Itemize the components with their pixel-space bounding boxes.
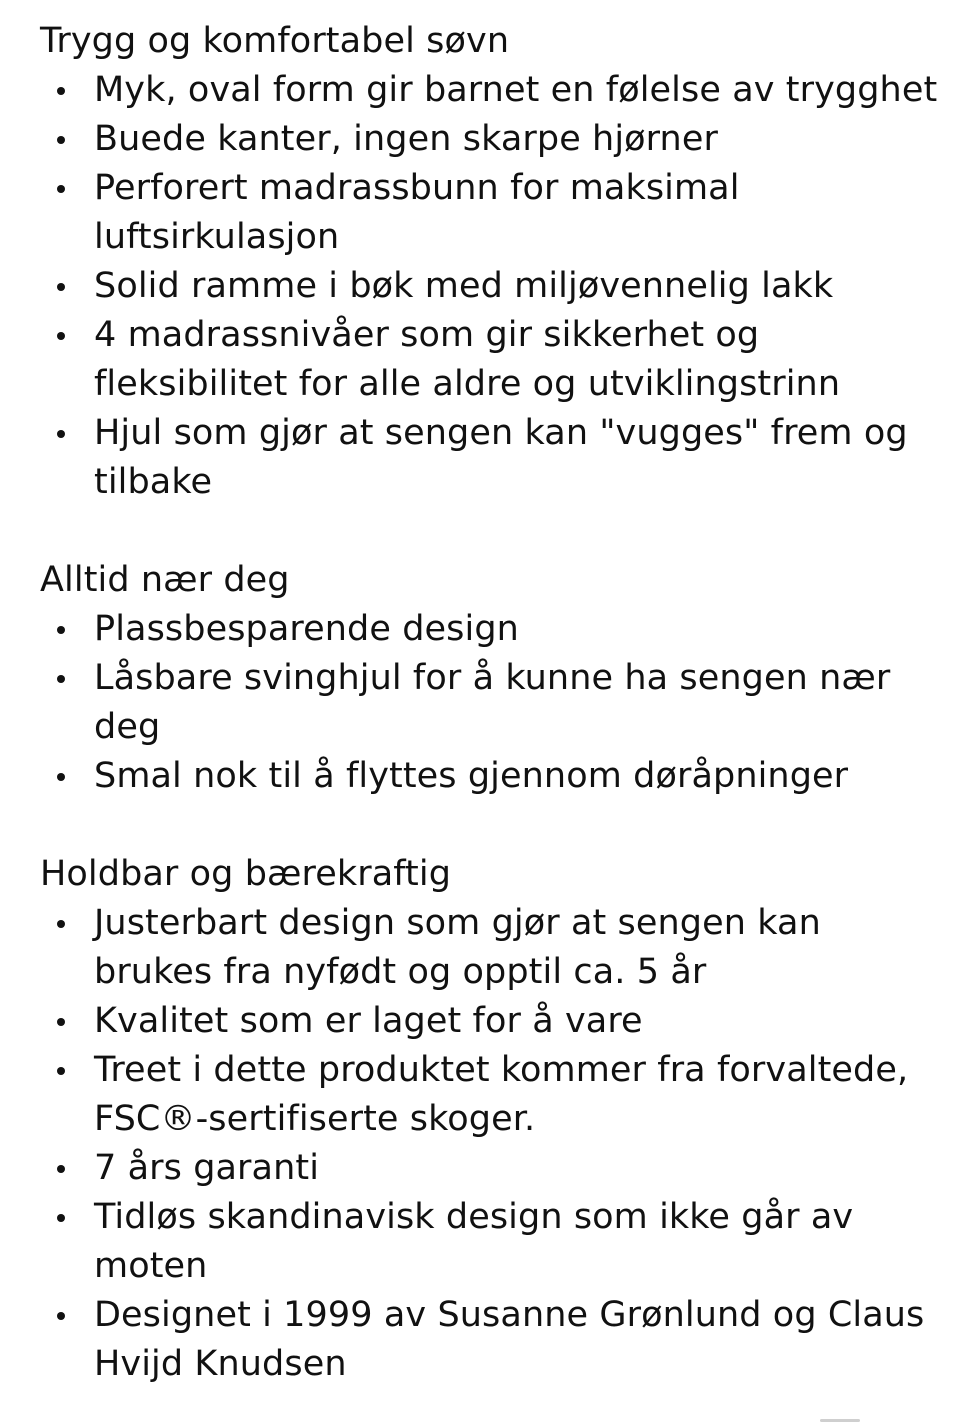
section-safe-comfortable-sleep (40, 17, 940, 507)
list-item-text: 7 års garanti (94, 1148, 320, 1188)
section-title: Trygg og komfortabel søvn (40, 21, 510, 61)
list-item (40, 605, 940, 654)
bullet-icon (57, 675, 65, 683)
bullet-icon (57, 1165, 65, 1173)
list-item (40, 899, 940, 997)
list-item (40, 997, 940, 1046)
list-item-text: Hjul som gjør at sengen kan "vugges" frem og tilbake (94, 413, 908, 502)
list-item-text: Låsbare svinghjul for å kunne ha sengen nær deg (94, 658, 891, 747)
list-item-text: Plassbesparende design (94, 609, 519, 649)
bullet-icon (57, 283, 65, 291)
bullet-icon (57, 185, 65, 193)
list-item-text: Solid ramme i bøk med miljøvennelig lakk (94, 266, 834, 306)
list-item-text: Treet i dette produktet kommer fra forvaltede, FSC®-sertifiserte skoger. (94, 1050, 909, 1139)
bullet-icon (57, 920, 65, 928)
bullet-icon (57, 1018, 65, 1026)
list-item (40, 1193, 940, 1291)
bullet-icon (57, 773, 65, 781)
list-item (40, 1291, 940, 1389)
list-item (40, 1046, 940, 1144)
feature-list (40, 66, 940, 507)
feature-list (40, 899, 940, 1389)
feature-list (40, 605, 940, 801)
list-item (40, 311, 940, 409)
section-title: Alltid nær deg (40, 560, 290, 600)
list-item (40, 262, 940, 311)
list-item (40, 409, 940, 507)
list-item-text: Perforert madrassbunn for maksimal luftsirkulasjon (94, 168, 740, 257)
list-item (40, 654, 940, 752)
list-item-text: 4 madrassnivåer som gir sikkerhet og fleksibilitet for alle aldre og utviklingstrinn (94, 315, 841, 404)
section-durable-sustainable (40, 850, 940, 1389)
section-always-near-you (40, 556, 940, 801)
list-item (40, 115, 940, 164)
bullet-icon (57, 87, 65, 95)
bullet-icon (57, 1312, 65, 1320)
bullet-icon (57, 1214, 65, 1222)
list-item (40, 164, 940, 262)
bullet-icon (57, 626, 65, 634)
bullet-icon (57, 430, 65, 438)
list-item-text: Smal nok til å flyttes gjennom døråpninger (94, 756, 849, 796)
list-item-text: Kvalitet som er laget for å vare (94, 1001, 643, 1041)
product-description (40, 17, 940, 1389)
bullet-icon (57, 136, 65, 144)
list-item-text: Designet i 1999 av Susanne Grønlund og Claus Hvijd Knudsen (94, 1295, 925, 1384)
bullet-icon (57, 1067, 65, 1075)
list-item-text: Tidløs skandinavisk design som ikke går av moten (94, 1197, 854, 1286)
list-item-text: Justerbart design som gjør at sengen kan brukes fra nyfødt og opptil ca. 5 år (94, 903, 821, 992)
list-item-text: Myk, oval form gir barnet en følelse av trygghet (94, 70, 938, 110)
list-item (40, 752, 940, 801)
list-item (40, 1144, 940, 1193)
list-item (40, 66, 940, 115)
section-title: Holdbar og bærekraftig (40, 854, 452, 894)
list-item-text: Buede kanter, ingen skarpe hjørner (94, 119, 718, 159)
bullet-icon (57, 332, 65, 340)
